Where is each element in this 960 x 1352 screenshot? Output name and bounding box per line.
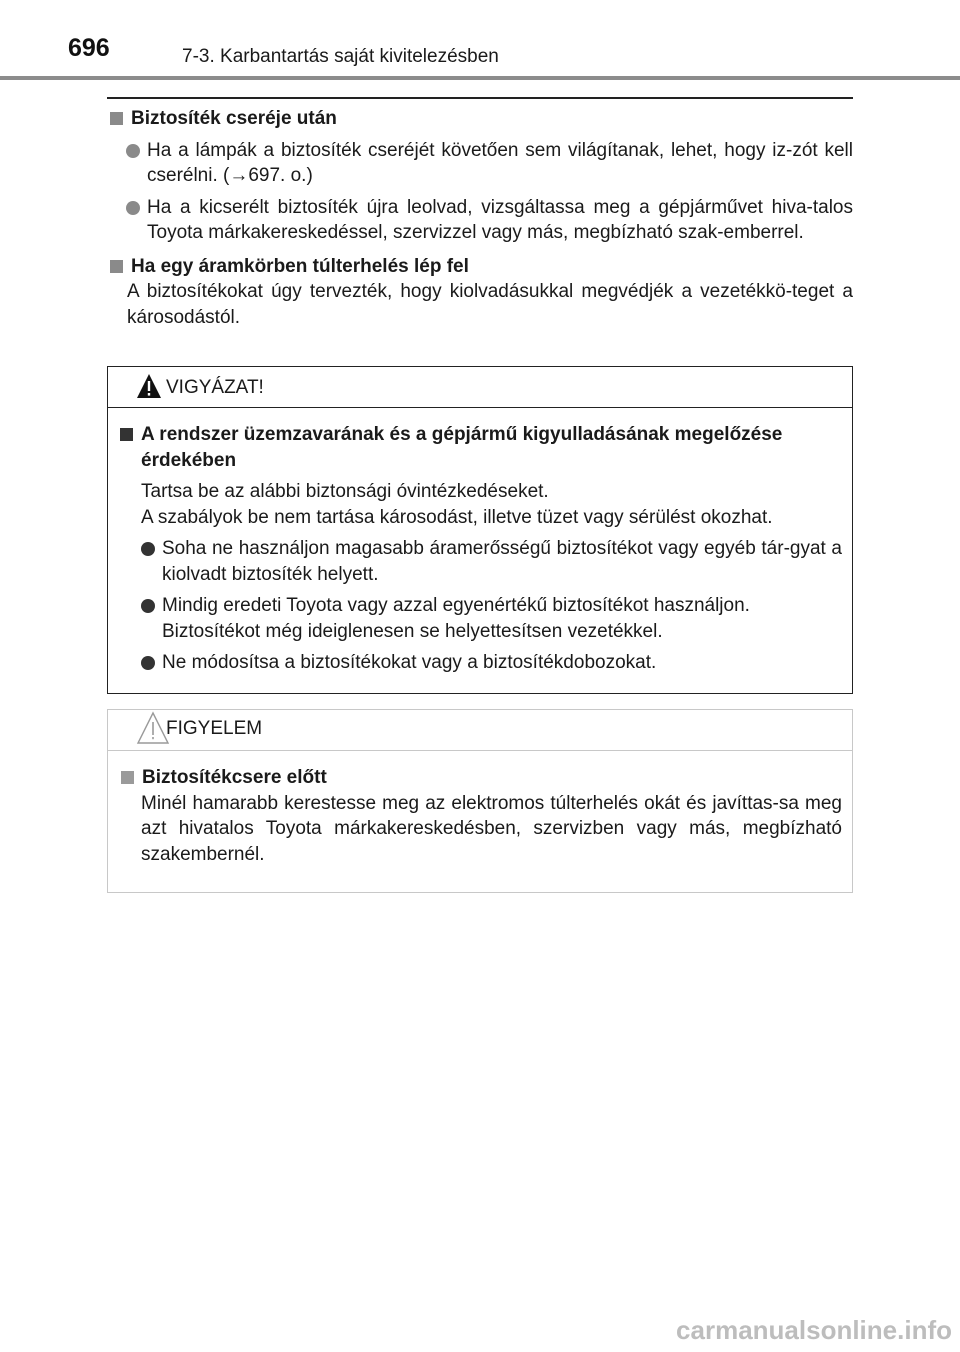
square-bullet-icon — [110, 260, 123, 273]
notice-title — [118, 765, 842, 791]
notice-box — [107, 709, 853, 893]
list-item-text: Ha a lámpák a biztosíték cseréjét követően sem világítanak, lehet, hogy iz-zót kell cserélni. (→697. o.) — [147, 139, 853, 186]
circle-bullet-icon — [141, 542, 155, 556]
circle-bullet-icon — [141, 599, 155, 613]
warning-intro-line: Tartsa be az alábbi biztonsági óvintézkedéseket. — [141, 481, 549, 502]
warning-title-text: A rendszer üzemzavarának és a gépjármű kigyulladásának megelőzése érdekében — [141, 424, 783, 471]
warning-intro-line: A szabályok be nem tartása károsodást, illetve tüzet vagy sérülést okozhat. — [141, 506, 773, 528]
circle-bullet-icon — [141, 656, 155, 670]
notice-label: FIGYELEM — [166, 718, 263, 739]
list-item-text: Ha a kicserélt biztosíték újra leolvad, vizsgáltassa meg a gépjárművet hiva-talos Toyota márkakereskedéssel, szervizzel vagy más, megbízható szak-emberrel. — [147, 196, 853, 243]
warning-label: VIGYÁZAT! — [166, 377, 264, 398]
warning-triangle-icon — [136, 373, 162, 399]
list-item — [118, 593, 842, 644]
section-heading — [107, 106, 853, 132]
square-bullet-icon — [110, 112, 123, 125]
section-title: Ha egy áramkörben túlterhelés lép fel — [131, 255, 469, 277]
warning-box — [107, 366, 853, 694]
page-number: 696 — [68, 34, 110, 62]
section-heading — [107, 254, 853, 280]
warning-intro — [118, 479, 842, 530]
main-content — [107, 106, 853, 330]
warning-body — [108, 408, 852, 676]
warning-header — [108, 367, 852, 408]
header-divider — [0, 76, 960, 80]
square-bullet-icon — [120, 428, 133, 441]
warning-title — [118, 422, 842, 473]
notice-title-text: Biztosítékcsere előtt — [142, 767, 327, 788]
list-item-text: Soha ne használjon magasabb áramerősségű biztosítékot vagy egyéb tár-gyat a kiolvadt biztosíték helyett. — [162, 538, 842, 585]
page-header — [0, 0, 960, 80]
section-paragraph: A biztosítékokat úgy tervezték, hogy kiolvadásukkal megvédjék a vezetékkö-teget a károsodástól. — [127, 281, 853, 328]
list-item — [107, 138, 853, 189]
notice-paragraph: Minél hamarabb kerestesse meg az elektromos túlterhelés okát és javíttas-sa meg azt hivatalos Toyota márkakereskedésben, szervizben vagy más, megbízható szakembernél. — [141, 792, 842, 865]
square-bullet-icon — [121, 771, 134, 784]
chapter-title: 7-3. Karbantartás saját kivitelezésben — [182, 46, 499, 67]
list-item — [118, 650, 842, 676]
section-divider — [107, 97, 853, 99]
caution-outline-triangle-icon — [136, 711, 170, 745]
list-item — [118, 536, 842, 587]
list-item-text: Mindig eredeti Toyota vagy azzal egyenértékű biztosítékot használjon. Biztosítékot még ideiglenesen se helyettesítsen vezetékkel. — [162, 595, 750, 642]
notice-header — [108, 710, 852, 751]
list-item-text: Ne módosítsa a biztosítékokat vagy a biztosítékdobozokat. — [162, 652, 657, 673]
circle-bullet-icon — [126, 144, 140, 158]
notice-body — [108, 751, 852, 867]
watermark: carmanualsonline.info — [676, 1315, 952, 1345]
list-item — [107, 195, 853, 246]
circle-bullet-icon — [126, 201, 140, 215]
section-title: Biztosíték cseréje után — [131, 108, 337, 129]
